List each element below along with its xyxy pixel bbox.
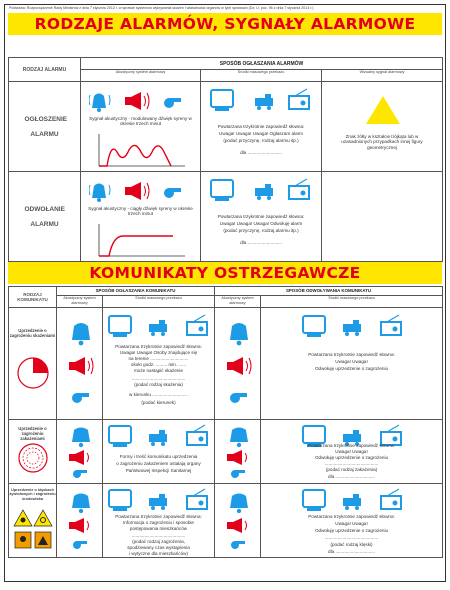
siren-red-icon xyxy=(125,182,149,200)
cell-announce-acoustic-3 xyxy=(57,484,103,558)
media-alarm-on-line4: dla ........................... xyxy=(240,150,282,155)
cell-announce-acoustic-2 xyxy=(57,420,103,484)
announce-3-line2: Informacja o zagrożeniu i sposobie xyxy=(123,520,194,525)
tv-icon xyxy=(109,316,131,337)
quarter-pie-icon xyxy=(16,356,50,390)
cell-visual-alarm-on xyxy=(322,82,443,172)
header-announce-media: Środki masowego przekazu xyxy=(103,296,215,308)
siren-red-icon xyxy=(227,357,251,375)
loudspeaker-van-icon xyxy=(255,94,273,110)
row-label-alarm-on xyxy=(9,82,81,172)
row-label-disaster-text: Uprzedzenie o klęskach żywiołowych i zagrożeniu środowiska xyxy=(9,488,56,501)
cancel-2-line3: Odwołuję uprzedzenie o zagrożeniu xyxy=(314,455,389,460)
whistle-icon xyxy=(73,541,87,549)
media-icons-row xyxy=(209,88,313,114)
cancel-2-line6: dla ............................... xyxy=(328,474,375,479)
continuous-tone-graph xyxy=(93,222,189,258)
cancel-3-line1: Powtarzana trzykrotnie zapowiedź słowna: xyxy=(308,514,395,519)
acoustic-icons-column xyxy=(63,318,99,410)
radio-icon xyxy=(289,179,309,199)
media-icons-row xyxy=(301,488,405,514)
cancel-3-line2: Uwaga! Uwaga! xyxy=(335,521,368,526)
media-alarm-off-line3: (podać przyczynę, rodzaj alarmu itp.) xyxy=(223,228,299,233)
bell-icon xyxy=(230,323,248,345)
announce-2-line3: Państwowej Inspekcji Sanitarnej xyxy=(125,468,192,473)
announce-3-line4: .......................................... xyxy=(131,533,186,538)
cancel-3-line6: dla ............................... xyxy=(328,549,375,554)
row-label-infection xyxy=(9,420,57,484)
acoustic-alarm-on-text: Sygnał akustyczny - modulowany dźwięk syreny w okresie trzech minut xyxy=(89,116,192,127)
cancel-3-line4: .......................................... xyxy=(324,535,379,540)
row-label-alarm-off xyxy=(9,172,81,262)
siren-red-icon xyxy=(227,518,247,533)
header-cancel-label: SPOSÓB ODWOŁYWANIA KOMUNIKATU xyxy=(285,288,372,293)
header-cancel xyxy=(215,287,443,296)
tv-icon xyxy=(211,90,233,111)
media-alarm-on-line2: Uwaga! Uwaga! Uwaga! Ogłaszam alarm xyxy=(219,131,303,136)
cell-cancel-media-2 xyxy=(261,420,443,484)
acoustic-icons-column xyxy=(221,490,257,552)
radio-icon xyxy=(187,489,207,509)
acoustic-alarm-off-text: Sygnał akustyczny - ciągły dźwięk syreny w okresie trzech minut xyxy=(88,206,193,217)
cell-media-alarm-on xyxy=(201,82,322,172)
row-label-alarm-off-text: ODWOŁANIE ALARMU xyxy=(24,205,65,228)
acoustic-icons-row xyxy=(89,90,193,112)
infection-circle-icon xyxy=(17,442,49,474)
cancel-2-line4: .......................................... xyxy=(324,461,379,466)
row-label-contamination-text: Uprzedzenie o zagrożeniu skażeniami xyxy=(9,328,56,338)
bell-icon xyxy=(72,494,90,514)
bell-icon xyxy=(89,184,110,203)
header-warning-type xyxy=(9,287,57,308)
announce-1-line7: (podać rodzaj skażenia) xyxy=(134,382,183,387)
alarms-table xyxy=(8,57,443,262)
announce-3-line7: i wytyczne dla mieszkańców) xyxy=(129,551,188,556)
tv-icon xyxy=(303,490,325,511)
radiation-sign-icon xyxy=(14,510,32,526)
bell-icon xyxy=(230,494,248,514)
section-title-alarms: RODZAJE ALARMÓW, SYGNAŁY ALARMOWE xyxy=(8,13,442,35)
announce-3-line1: Powtarzana trzykrotnie zapowiedź słowna: xyxy=(115,514,202,519)
media-alarm-on-line1: Powtarzana trzykrotnie zapowiedź słowna: xyxy=(217,124,305,129)
loudspeaker-van-icon xyxy=(255,184,273,200)
header-method-label: SPOSÓB OGŁASZANIA ALARMÓW xyxy=(219,60,304,67)
announce-1-line4: około godz. ......... min. ...... xyxy=(130,362,187,367)
header-alarm-type-label: RODZAJ ALARMU xyxy=(22,66,67,73)
header-announce-label: SPOSÓB OGŁASZANIA KOMUNIKATU xyxy=(95,288,176,293)
header-cancel-media: Środki masowego przekazu xyxy=(261,296,443,308)
biohazard-sign-icon xyxy=(34,510,52,526)
cell-acoustic-alarm-on xyxy=(81,82,201,172)
radio-icon xyxy=(187,425,207,445)
poster xyxy=(4,4,446,582)
header-visual: Wizualny sygnał alarmowy xyxy=(322,70,443,82)
hazard-signs-icon xyxy=(13,508,53,552)
announce-2-line1: Formy i treść komunikatu uprzedzenia xyxy=(119,454,198,459)
loudspeaker-van-icon xyxy=(149,430,167,446)
whistle-icon xyxy=(231,541,245,549)
cancel-2-line5: (podać rodzaj zakażenia) xyxy=(325,467,378,472)
cell-announce-acoustic-1 xyxy=(57,308,103,420)
whistle-icon xyxy=(164,188,181,198)
cell-cancel-media-1 xyxy=(261,308,443,420)
toxic-sign-icon xyxy=(15,532,31,548)
section-title-warnings: KOMUNIKATY OSTRZEGAWCZE xyxy=(8,262,442,284)
whistle-icon xyxy=(72,393,89,403)
header-media: Środki masowego przekazu xyxy=(201,70,322,82)
cell-cancel-acoustic-3 xyxy=(215,484,261,558)
tv-icon xyxy=(109,490,131,511)
siren-red-icon xyxy=(69,450,89,465)
tv-icon xyxy=(211,180,233,201)
cancel-1-line1: Powtarzana trzykrotnie zapowiedź słowna: xyxy=(308,352,395,357)
siren-red-icon xyxy=(69,518,89,533)
tv-icon xyxy=(109,426,131,447)
radio-icon xyxy=(187,315,207,335)
announce-1-line5: może nastąpić skażenie xyxy=(133,368,184,373)
cell-cancel-media-3 xyxy=(261,484,443,558)
media-alarm-on-line3: (podać przyczynę, rodzaj alarmu itp.) xyxy=(223,138,299,143)
row-label-infection-text: Uprzedzenie o zagrożeniu zakażeniami xyxy=(18,426,47,441)
media-icons-row xyxy=(107,488,211,514)
cell-acoustic-alarm-off xyxy=(81,172,201,262)
media-icons-row-2 xyxy=(209,178,313,204)
media-alarm-off-line4: dla ........................... xyxy=(240,240,282,245)
cell-visual-alarm-off xyxy=(322,172,443,262)
loudspeaker-van-icon xyxy=(343,320,361,336)
modulated-wave-graph xyxy=(93,132,189,168)
announce-3-line3: postępowania mieszkańców xyxy=(129,526,188,531)
warnings-table xyxy=(8,286,443,558)
whistle-icon xyxy=(230,393,247,403)
siren-red-icon xyxy=(69,357,93,375)
cell-cancel-acoustic-2 xyxy=(215,420,261,484)
header-warning-type-label: RODZAJ KOMUNIKATU xyxy=(17,291,48,302)
whistle-icon xyxy=(164,98,181,108)
announce-3-line6: spodziewany czas wystąpienia xyxy=(127,545,190,550)
cancel-2-line1: Powtarzana trzykrotnie zapowiedź słowna: xyxy=(308,443,395,448)
media-alarm-off-line1: Powtarzana trzykrotnie zapowiedź słowna: xyxy=(217,214,305,219)
cell-cancel-acoustic-1 xyxy=(215,308,261,420)
tv-icon xyxy=(303,316,325,337)
announce-1-line2: Uwaga! Uwaga! Osoby znajdujące się xyxy=(119,350,198,355)
acoustic-icons-column xyxy=(221,424,257,480)
cancel-3-line3: Odwołuję uprzedzenie o zagrożeniu xyxy=(314,528,389,533)
bell-icon xyxy=(72,323,90,345)
loudspeaker-van-icon xyxy=(149,320,167,336)
announce-1-line8: w kierunku ............................ xyxy=(129,392,188,397)
radio-icon xyxy=(381,489,401,509)
cancel-1-line3: Odwołuję uprzedzenie o zagrożeniu xyxy=(314,366,389,371)
radio-icon xyxy=(289,89,309,109)
acoustic-icons-column xyxy=(63,424,99,480)
cell-announce-media-3 xyxy=(103,484,215,558)
media-alarm-off-line2: Uwaga! Uwaga! Uwaga! Odwołuję alarm xyxy=(219,221,303,226)
announce-2-line2: o zagrożeniu zakażeniem ustalają organy xyxy=(116,461,201,466)
cancel-3-line5: (podać rodzaj klęski) xyxy=(330,542,373,547)
whistle-icon xyxy=(231,470,245,478)
loudspeaker-van-icon xyxy=(343,494,361,510)
legal-basis-note: Podstawa: Rozporządzenie Rady Ministrów z dnia 7 stycznia 2013 r. w sprawie systemów wykrywania skażeń i właściwości organów w tych sprawach (Dz. U. poz. 96 z dnia 7 stycznia 2013 r.) xyxy=(9,6,314,10)
announce-1-line3: na terenie .............................. xyxy=(128,356,189,361)
cancel-2-line2: Uwaga! Uwaga! xyxy=(335,449,368,454)
media-icons-row xyxy=(107,314,211,340)
announce-1-line9: (podać kierunek) xyxy=(141,400,176,405)
acoustic-icons-row-2 xyxy=(89,180,193,202)
announce-3-line5: (podać rodzaj zagrożenia, xyxy=(132,539,185,544)
bell-icon xyxy=(89,94,110,113)
whistle-icon xyxy=(73,470,87,478)
row-label-contamination xyxy=(9,308,57,420)
cell-announce-media-1 xyxy=(103,308,215,420)
visual-alarm-on-text: Znak żółty w kształcie trójkąta lub w uzasadnionych przypadkach innej figury geometrycznej xyxy=(341,134,423,150)
header-alarm-type xyxy=(9,58,81,82)
row-label-alarm-on-text: OGŁOSZENIE ALARMU xyxy=(24,115,68,138)
header-cancel-acoustic: Akustyczny system alarmowy xyxy=(215,296,261,308)
radio-icon xyxy=(381,425,401,445)
radio-icon xyxy=(381,315,401,335)
header-announce-acoustic: Akustyczny system alarmowy xyxy=(57,296,103,308)
siren-red-icon xyxy=(227,450,247,465)
acoustic-icons-column xyxy=(221,318,257,410)
bell-icon xyxy=(230,428,248,448)
siren-red-icon xyxy=(125,92,149,110)
cell-media-alarm-off xyxy=(201,172,322,262)
bell-icon xyxy=(72,428,90,448)
cell-announce-media-2 xyxy=(103,420,215,484)
cancel-1-line2: Uwaga! Uwaga! xyxy=(335,359,368,364)
loudspeaker-van-icon xyxy=(149,494,167,510)
row-label-disaster xyxy=(9,484,57,558)
header-method xyxy=(81,58,443,70)
header-acoustic: Akustyczny system alarmowy xyxy=(81,70,201,82)
environment-hazard-sign-icon xyxy=(35,532,51,548)
acoustic-icons-column xyxy=(63,490,99,552)
media-icons-row xyxy=(107,424,211,450)
media-icons-row xyxy=(301,314,405,340)
announce-1-line6: .......................................... xyxy=(131,376,186,381)
header-announce xyxy=(57,287,215,296)
announce-1-line1: Powtarzana trzykrotnie zapowiedź słowna: xyxy=(115,344,202,349)
yellow-triangle-icon xyxy=(364,94,402,126)
